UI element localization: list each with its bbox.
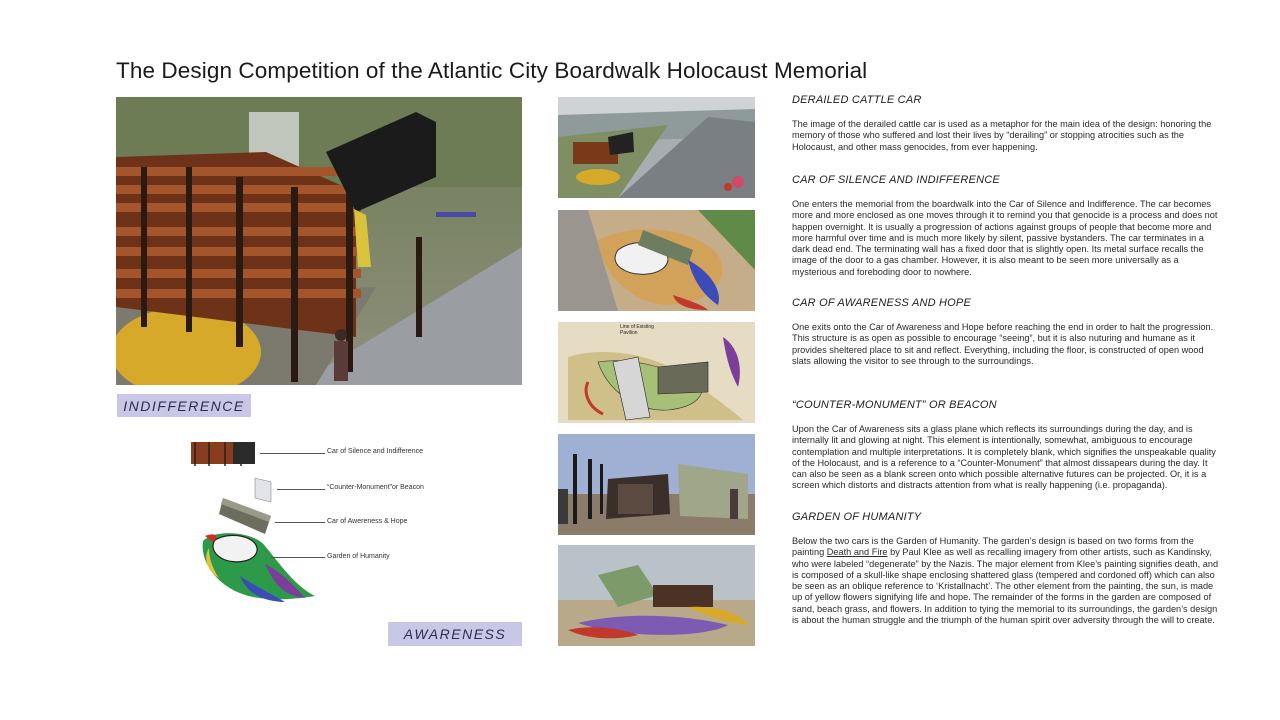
section-body (792, 536, 1224, 626)
exploded-label-car-awareness: Car of Awereness & Hope (327, 518, 408, 525)
main-rendering-image (116, 97, 522, 385)
section-derailed-cattle-car (792, 94, 1224, 153)
section-body: One exits onto the Car of Awareness and Hope before reaching the end in order to halt the progression. This structure is as open as possible to encourage “seeing”, but it is also nuturing and humane as it provides sheltered place to sit and reflect. Everything, including the floor, is constructed of open wood slats allowing the visitor to see through to the surroundings. (792, 322, 1214, 366)
garden-aerial-image (558, 210, 755, 311)
section-garden-of-humanity (792, 511, 1224, 626)
garden-body-post: by Paul Klee as well as recalling imagery from other artists, such as Kandinsky, who were labeled “degenerate” by the Nazis. The major element from Klee’s painting signifies death, and is composed of a skull-like shape enclosing shattered glass (tempered and cordoned off) which can also be seen as an oblique reference to ‘Kristallnacht’. The other element from the painting, the sun, is made up of yellow flowers signifying life and hope. The remainder of the forms in the garden are composed of sand, beach grass, and flowers. In addition to tying the memorial to its surroundings, the garden’s design is about the human struggle and the triumph of the human spirit over adversity through the will to create. (792, 547, 1219, 626)
section-car-of-awareness (792, 297, 1224, 367)
section-body: Upon the Car of Awareness sits a glass plane which reflects its surroundings during the day, and is internally lit and glowing at night. This element is intentionally, somewhat, ambiguous to encourage contemplation and multiple interpretations. It is completely blank, which signifies the unspeakable quality of the Holocaust, and is a reference to a “Counter-Monument” that almost dissapears during the day. It can also be seen as a blank screen onto which possible alternative futures can be projected. Or, it is a screen which distorts and distracts attention from what is really happening (i.e. propaganda). (792, 424, 1216, 491)
painting-title-link: Death and Fire (826, 547, 888, 558)
section-car-of-silence (792, 174, 1224, 278)
garden-body-pre: Below the two cars is the Garden of Humanity. The garden’s design is based on two forms from the painting (792, 536, 1194, 558)
exploded-label-garden: Garden of Humanity (327, 553, 390, 560)
awareness-label: AWARENESS (388, 622, 522, 646)
indifference-label: INDIFFERENCE (117, 394, 251, 417)
section-body: The image of the derailed cattle car is used as a metaphor for the main idea of the design: honoring the memory of those who suffered and lost their lives by “derailing” or stopping atrocities such as the Holocaust, and other mass genocides, from ever happening. (792, 119, 1212, 152)
site-plan-image (558, 322, 755, 423)
section-heading: DERAILED CATTLE CAR (792, 94, 922, 106)
garden-perspective-image (558, 545, 755, 646)
exploded-label-car-silence: Car of Silence and Indifference (327, 448, 423, 455)
site-plan-annotation: Line of Existing Pavilion (620, 324, 654, 336)
entrance-perspective-image (558, 434, 755, 535)
exploded-diagram (185, 436, 475, 606)
section-heading: CAR OF AWARENESS AND HOPE (792, 297, 972, 309)
section-heading: CAR OF SILENCE AND INDIFFERENCE (792, 174, 1000, 186)
section-body: One enters the memorial from the boardwalk into the Car of Silence and Indifference. The car becomes more and more enclosed as one moves through it to remind you that genocide is a process and does not happen overnight. It is usually a progression of actions against groups of people that become more and more harmful over time and is much more likely by silent, passive bystanders. The car terminates in a dark dead end. The terminating wall has a fixed door that is slightly open. Its metal surface recalls the image of the door to a gas chamber. However, it is also meant to be seen more universally as a mysterious and foreboding door to nowhere. (792, 199, 1218, 277)
exploded-label-beacon: “Counter-Monument”or Beacon (327, 484, 424, 491)
section-counter-monument (792, 399, 1224, 492)
section-heading: “COUNTER-MONUMENT” OR BEACON (792, 399, 997, 411)
page-title: The Design Competition of the Atlantic City Boardwalk Holocaust Memorial (116, 58, 868, 83)
aerial-boardwalk-image (558, 97, 755, 198)
section-heading: GARDEN OF HUMANITY (792, 511, 922, 523)
